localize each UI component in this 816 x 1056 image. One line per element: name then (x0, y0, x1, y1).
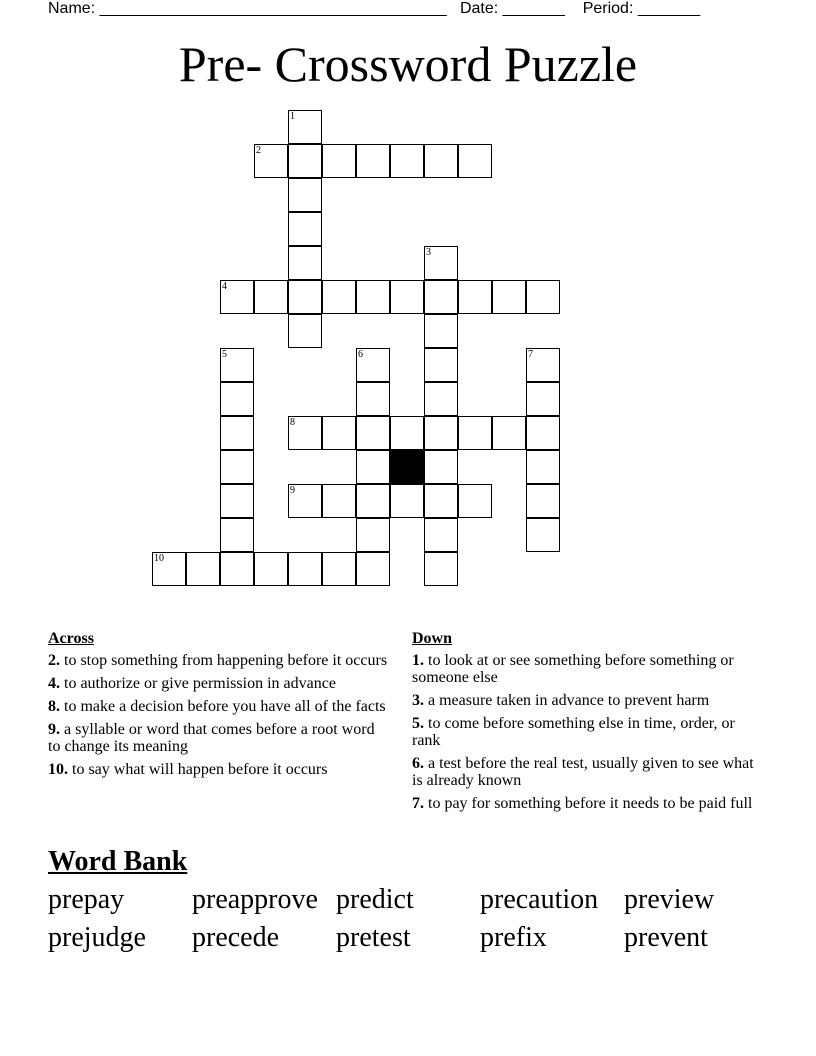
crossword-cell[interactable] (356, 348, 390, 382)
black-square (390, 450, 424, 484)
clue-number: 7 (528, 349, 533, 360)
crossword-cell[interactable] (186, 552, 220, 586)
down-heading: Down (412, 630, 453, 647)
crossword-cell[interactable] (458, 484, 492, 518)
clue-item-text: a syllable or word that comes before a root word to change its meaning (48, 721, 375, 755)
clue-item-number: 2. (48, 652, 60, 669)
clue-number: 9 (290, 485, 295, 496)
word-bank-item: preapprove (192, 884, 318, 915)
clue-item-number: 4. (48, 675, 60, 692)
word-bank-item: prevent (624, 922, 708, 953)
word-bank-item: preview (624, 884, 715, 915)
crossword-cell[interactable] (220, 552, 254, 586)
clue-item (412, 715, 757, 749)
word-bank-item: precaution (480, 884, 599, 915)
crossword-cell[interactable] (390, 144, 424, 178)
clue-item-number: 1. (412, 652, 424, 669)
word-bank-item: pretest (336, 922, 411, 953)
clue-number: 6 (358, 349, 363, 360)
crossword-cell[interactable] (220, 280, 254, 314)
crossword-cell[interactable] (492, 280, 526, 314)
clue-item-text: to look at or see something before something or someone else (412, 652, 734, 686)
clue-item (48, 761, 388, 778)
crossword-cell[interactable] (458, 144, 492, 178)
clue-item (412, 692, 757, 709)
crossword-cell[interactable] (254, 552, 288, 586)
clue-item-number: 5. (412, 715, 424, 732)
crossword-cell[interactable] (424, 416, 458, 450)
crossword-cell[interactable] (220, 518, 254, 552)
clue-item (48, 652, 388, 669)
clue-item-number: 10. (48, 761, 68, 778)
crossword-cell[interactable] (254, 144, 288, 178)
clue-number: 1 (290, 111, 295, 122)
clue-item (48, 675, 388, 692)
clue-number: 10 (154, 553, 164, 564)
clue-number: 5 (222, 349, 227, 360)
crossword-cell[interactable] (526, 348, 560, 382)
crossword-cell[interactable] (424, 382, 458, 416)
crossword-cell[interactable] (526, 518, 560, 552)
page-title: Pre- Crossword Puzzle (178, 36, 638, 92)
crossword-cell[interactable] (288, 280, 322, 314)
crossword-cell[interactable] (288, 212, 322, 246)
crossword-cell[interactable] (356, 484, 390, 518)
crossword-cell[interactable] (424, 552, 458, 586)
crossword-cell[interactable] (424, 484, 458, 518)
clue-item-text: to say what will happen before it occurs (68, 761, 328, 778)
crossword-cell[interactable] (152, 552, 186, 586)
word-bank-item: prefix (480, 922, 547, 953)
crossword-cell[interactable] (424, 280, 458, 314)
crossword-cell[interactable] (526, 280, 560, 314)
crossword-cell[interactable] (220, 348, 254, 382)
crossword-cell[interactable] (288, 246, 322, 280)
clue-item-text: to stop something from happening before it occurs (60, 652, 388, 669)
clue-item-text: to make a decision before you have all of the facts (60, 698, 386, 715)
crossword-cell[interactable] (526, 416, 560, 450)
crossword-cell[interactable] (356, 552, 390, 586)
clue-item-text: to pay for something before it needs to be paid full (424, 795, 753, 812)
across-heading: Across (48, 630, 94, 647)
clue-item-number: 3. (412, 692, 424, 709)
crossword-cell[interactable] (424, 348, 458, 382)
crossword-cell[interactable] (288, 314, 322, 348)
down-clues (412, 630, 757, 818)
crossword-cell[interactable] (220, 450, 254, 484)
crossword-cell[interactable] (492, 416, 526, 450)
crossword-cell[interactable] (288, 178, 322, 212)
crossword-cell[interactable] (356, 382, 390, 416)
clue-item-text: to authorize or give permission in advance (60, 675, 336, 692)
crossword-cell[interactable] (526, 484, 560, 518)
crossword-cell[interactable] (220, 484, 254, 518)
clue-item-text: a test before the real test, usually given to see what is already known (412, 755, 754, 789)
crossword-cell[interactable] (424, 518, 458, 552)
clue-item (412, 795, 757, 812)
crossword-cell[interactable] (424, 314, 458, 348)
crossword-cell[interactable] (356, 416, 390, 450)
header-line: Name: _______________________________________ Date: _______ Period: _______ (48, 0, 701, 17)
crossword-cell[interactable] (288, 110, 322, 144)
clue-item (412, 755, 757, 789)
crossword-cell[interactable] (390, 280, 424, 314)
crossword-cell[interactable] (424, 246, 458, 280)
crossword-cell[interactable] (322, 280, 356, 314)
crossword-cell[interactable] (356, 144, 390, 178)
crossword-cell[interactable] (356, 450, 390, 484)
clue-number: 3 (426, 247, 431, 258)
word-bank-item: precede (192, 922, 280, 953)
clue-item (48, 721, 388, 755)
crossword-cell[interactable] (526, 382, 560, 416)
word-bank-item: prejudge (48, 922, 146, 953)
clue-item-number: 7. (412, 795, 424, 812)
clue-item-number: 8. (48, 698, 60, 715)
crossword-cell[interactable] (322, 144, 356, 178)
crossword-cell[interactable] (526, 450, 560, 484)
word-bank-item: predict (336, 884, 414, 915)
crossword-cell[interactable] (424, 450, 458, 484)
crossword-cell[interactable] (356, 518, 390, 552)
crossword-cell[interactable] (220, 382, 254, 416)
clue-item (48, 698, 388, 715)
crossword-cell[interactable] (254, 280, 288, 314)
crossword-cell[interactable] (322, 552, 356, 586)
crossword-cell[interactable] (458, 416, 492, 450)
crossword-cell[interactable] (356, 280, 390, 314)
word-bank-item: prepay (48, 884, 125, 915)
crossword-cell[interactable] (220, 416, 254, 450)
word-bank-title: Word Bank (48, 846, 188, 877)
crossword-cell[interactable] (288, 484, 322, 518)
clue-item-number: 6. (412, 755, 424, 772)
crossword-cell[interactable] (390, 416, 424, 450)
clue-item (412, 652, 757, 686)
clue-number: 2 (256, 145, 261, 156)
across-clues (48, 630, 388, 784)
clue-number: 4 (222, 281, 227, 292)
clue-item-number: 9. (48, 721, 60, 738)
crossword-cell[interactable] (390, 484, 424, 518)
clue-number: 8 (290, 417, 295, 428)
crossword-cell[interactable] (322, 416, 356, 450)
clue-item-text: a measure taken in advance to prevent harm (424, 692, 710, 709)
crossword-cell[interactable] (288, 552, 322, 586)
crossword-cell[interactable] (288, 416, 322, 450)
clue-item-text: to come before something else in time, order, or rank (412, 715, 735, 749)
crossword-cell[interactable] (322, 484, 356, 518)
crossword-cell[interactable] (288, 144, 322, 178)
crossword-cell[interactable] (424, 144, 458, 178)
crossword-cell[interactable] (458, 280, 492, 314)
